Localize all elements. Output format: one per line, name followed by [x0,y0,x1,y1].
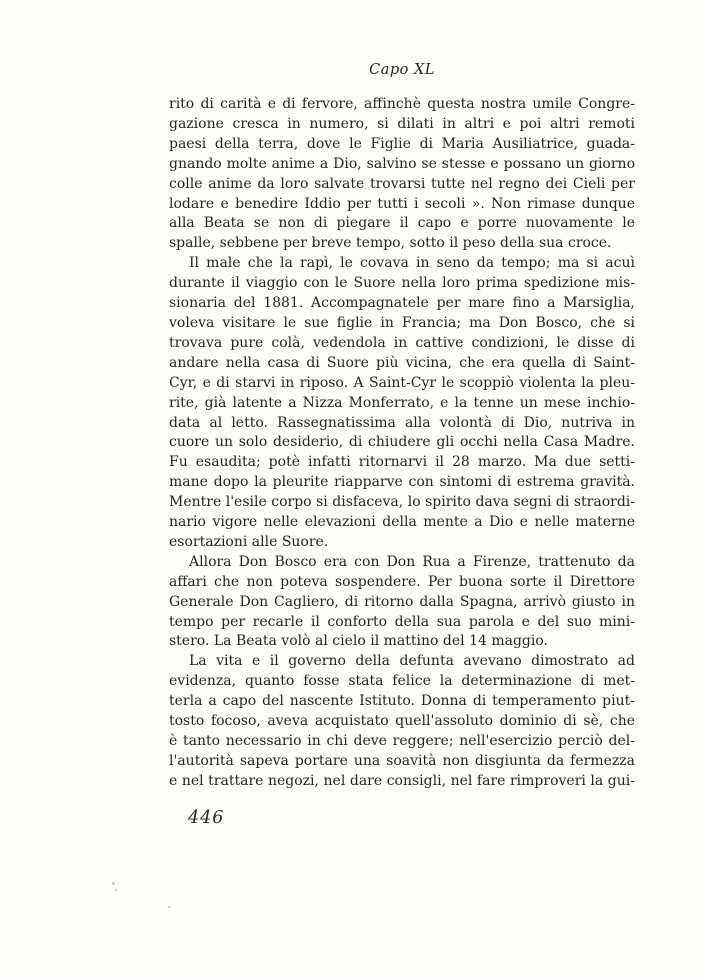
text-line: Fu esaudita; potè infatti ritornarvi il 28 marzo. Ma due setti- [169,454,635,471]
text-line: stero. La Beata volò al cielo il mattino del 14 maggio. [169,633,548,650]
text-line: data al letto. Rassegnatissima alla volontà di Dio, nutriva in [169,414,635,431]
text-line: andare nella casa di Suore più vicina, che era quella di Saint- [169,354,635,371]
text-line: Allora Don Bosco era con Don Rua a Firenze, trattenuto da [189,553,635,570]
scan-speckle [115,889,117,891]
text-line: cuore un solo desiderio, di chiudere gli occhi nella Casa Madre. [169,434,635,451]
text-line: l'autorità sapeva portare una soavità non disgiunta da fermezza [169,752,635,769]
chapter-header: Capo XL [369,62,435,78]
text-line: esortazioni alle Suore. [169,533,329,550]
text-line: tempo per recarle il conforto della sua parola e del suo mini- [169,613,635,630]
text-line: evidenza, quanto fosse stata felice la determinazione di met- [169,673,635,690]
text-line: nario vigore nelle elevazioni della mente a Dio e nelle materne [169,514,635,531]
text-line: paesi della terra, dove le Figlie di Maria Ausiliatrice, guada- [169,135,635,152]
scan-speckle [112,882,115,885]
text-line: gazione cresca in numero, si dilati in altri e poi altri remoti [169,115,635,132]
text-line: sionaria del 1881. Accompagnatele per mare fino a Marsiglia, [169,295,635,312]
text-line: mane dopo la pleurite riapparve con sintomi di estrema gravità. [169,474,635,491]
text-line: Il male che la rapì, le covava in seno da tempo; ma si acuì [189,255,635,272]
text-line: rite, già latente a Nizza Monferrato, e la tenne un mese inchio- [169,394,635,411]
text-line: gnando molte anime a Dio, salvino se stesse e possano un giorno [169,155,635,172]
text-line: La vita e il governo della defunta avevano dimostrato ad [189,653,635,670]
text-line: tosto focoso, aveva acquistato quell'assoluto dominio di sè, che [169,713,635,730]
text-line: affari che non poteva sospendere. Per buona sorte il Direttore [169,573,635,590]
text-line: Generale Don Cagliero, di ritorno dalla Spagna, arrivò giusto in [169,593,635,610]
text-line: terla a capo del nascente Istituto. Donna di temperamento piut- [169,693,635,710]
text-line: alla Beata se non di piegare il capo e porre nuovamente le [169,215,635,232]
text-line: Cyr, e di starvi in riposo. A Saint-Cyr le scoppiò violenta la pleu- [169,374,635,391]
text-line: e nel trattare negozi, nel dare consigli, nel fare rimproveri la gui- [169,772,635,789]
page-number: 446 [188,808,225,828]
text-line: colle anime da loro salvate trovarsi tutte nel regno dei Cieli per [169,175,635,192]
text-line: è tanto necessario in chi deve reggere; nell'esercizio perciò del- [169,733,635,749]
text-line: lodare e benedire Iddio per tutti i secoli ». Non rimase dunque [169,195,635,212]
text-line: durante il viaggio con le Suore nella loro prima spedizione mis- [169,275,635,292]
text-line: Mentre l'esile corpo si disfaceva, lo spirito dava segni di straordi- [169,494,635,511]
text-line: trovava pure colà, vedendola in cattive condizioni, le disse di [169,334,635,351]
text-line: voleva visitare le sue figlie in Francia; ma Don Bosco, che si [169,314,635,331]
text-line: spalle, sebbene per breve tempo, sotto il peso della sua croce. [169,235,612,252]
text-block [169,95,635,792]
scan-speckle [168,906,170,908]
text-line: rito di carità e di fervore, affinchè questa nostra umile Congre- [169,96,635,112]
